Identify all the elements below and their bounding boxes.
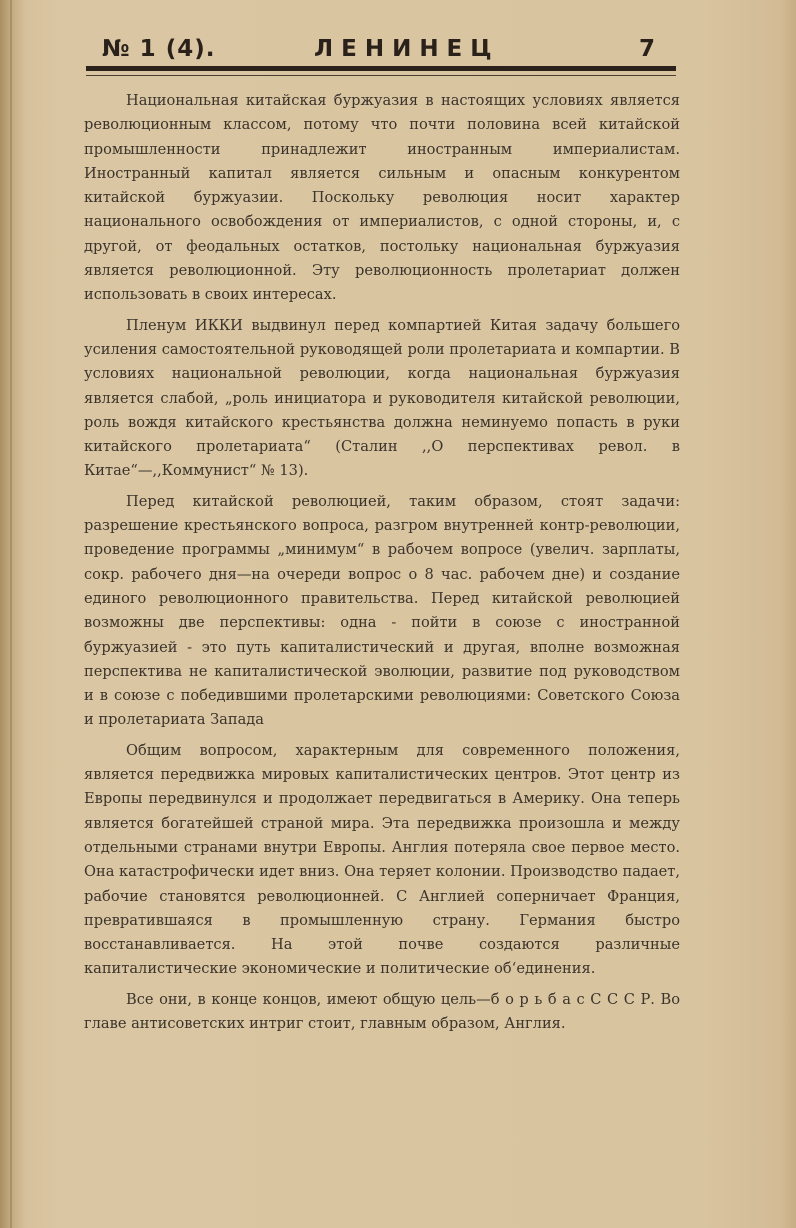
page-fold-shadow bbox=[10, 0, 12, 1228]
paragraph: Пленум ИККИ выдвинул перед компартией Китая задачу большего усиления самостоятельной руководящей роли пролетариата и компартии. В условиях национальной революции, когда национальная буржуазия является слабой, „роль инициатора и руководителя китайской революции, роль вождя китайского крестьянства должна неминуемо попасть в руки китайского пролетариата“ (Сталин ,,О перспективах револ. в Китае“—,,Коммунист“ № 13). bbox=[84, 316, 680, 480]
page-number: 7 bbox=[639, 36, 656, 62]
newspaper-title: ЛЕНИНЕЦ bbox=[314, 36, 500, 62]
header-rule-thin bbox=[86, 75, 676, 76]
paragraph: Перед китайской революцией, таким образом, стоят задачи: разрешение крестьянского вопроса, разгром внутренней контр-революции, проведение программы „минимум“ в рабочем вопросе (увелич. зарплаты, сокр. рабочего дня—на очереди вопрос о 8 час. рабочем дне) и создание единого революционного правительства. Перед китайской революцией возможны две перспективы: одна - пойти в союзе с иностранной буржуазией - это путь капиталистический и другая, вполне возможная перспектива не капиталистической эволюции, развитие под руководством и в союзе с победившими пролетарскими революциями: Советского Союза и пролетариата Запада bbox=[84, 492, 680, 729]
paragraph: Общим вопросом, характерным для современного положения, является передвижка мировых капиталистических центров. Этот центр из Европы передвинулся и продолжает передвигаться в Америку. Она теперь является богатейшей страной мира. Эта передвижка произошла и между отдельными странами внутри Европы. Англия потеряла свое первое место. Она катастрофически идет вниз. Она теряет колонии. Производство падает, рабочие становятся революционней. С Англией соперничает Франция, превратившаяся в промышленную страну. Германия быстро восстанавливается. На этой почве создаются различные капиталистические экономические и политические об‘единения. bbox=[84, 741, 681, 978]
article-body bbox=[84, 89, 680, 1042]
issue-number: № 1 (4). bbox=[102, 36, 216, 62]
paragraph: Все они, в конце концов, имеют общую цель—б о р ь б а с С С С Р. Во главе антисоветских интриг стоит, главным образом, Англия. bbox=[84, 990, 680, 1032]
header-rule-thick bbox=[86, 66, 676, 71]
paragraph: Национальная китайская буржуазия в настоящих условиях является революционным классом, потому что почти половина всей китайской промышленности принадлежит иностранным империалистам. Иностранный капитал является сильным и опасным конкурентом китайской буржуазии. Поскольку революция носит характер национального освобождения от империалистов, с одной стороны, и, с другой, от феодальных остатков, постольку национальная буржуазия является революционной. Эту революционность пролетариат должен использовать в своих интересах. bbox=[84, 92, 680, 304]
